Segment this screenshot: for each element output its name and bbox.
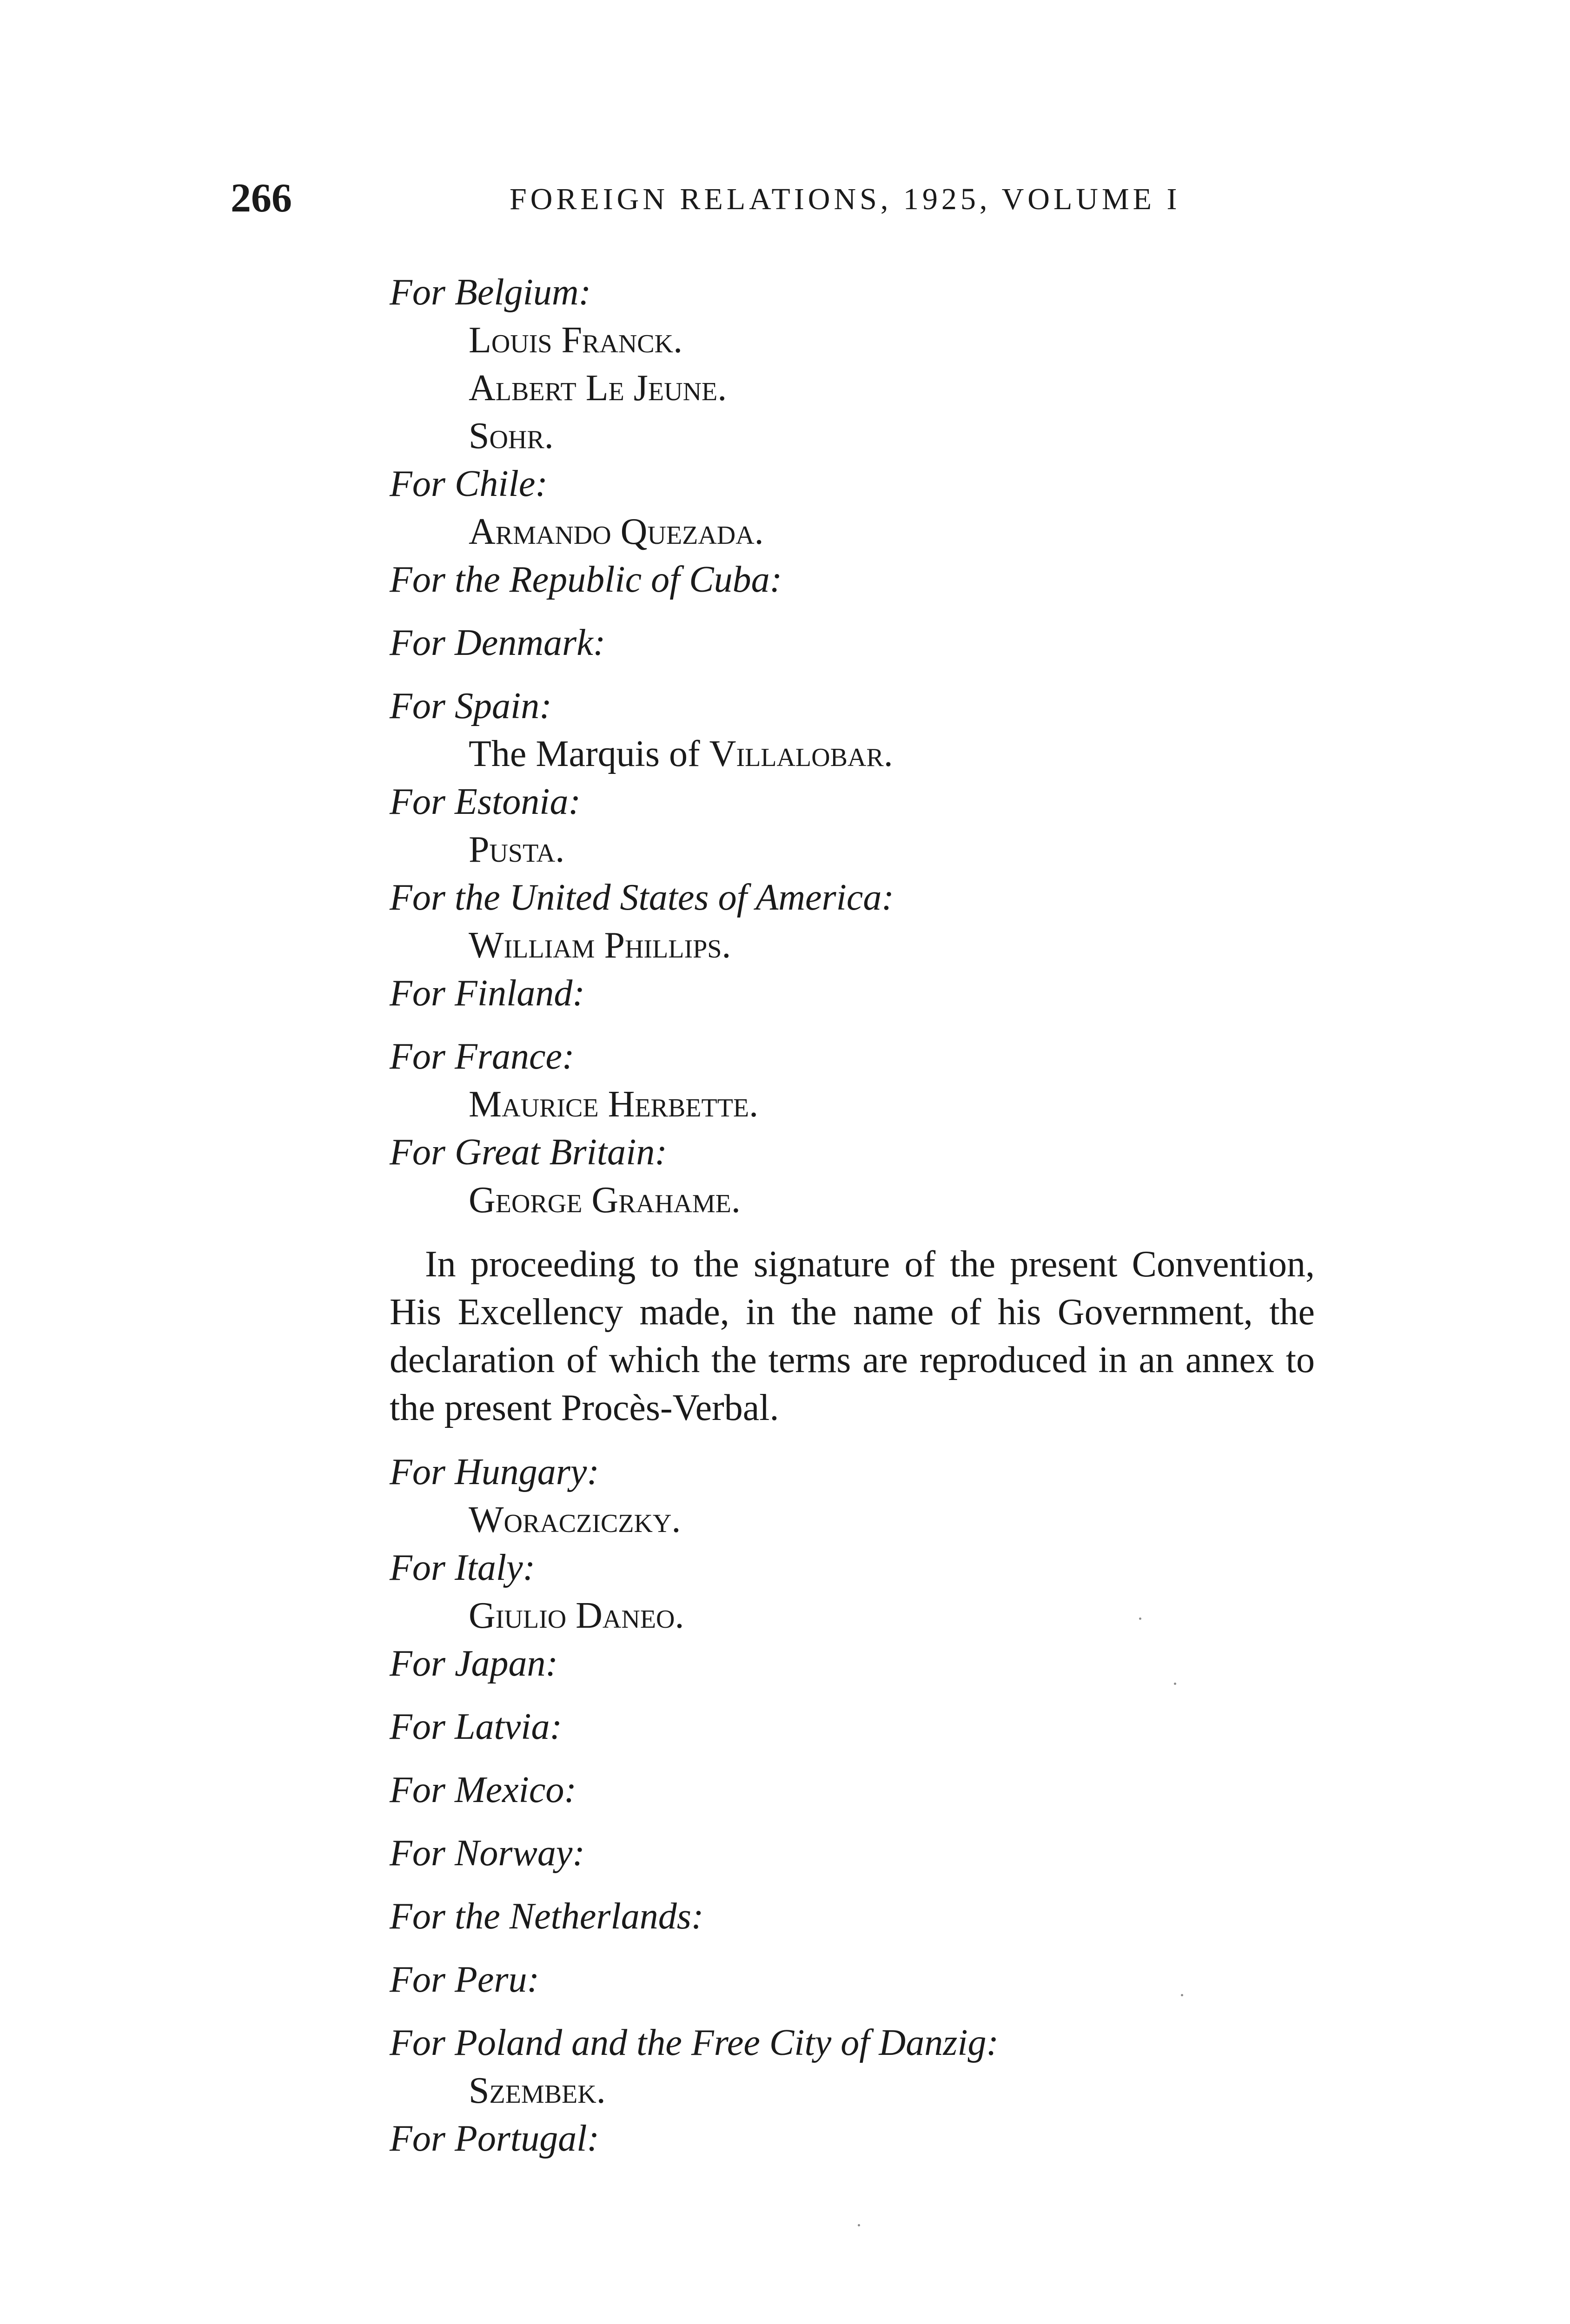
entry-belgium <box>390 269 1319 460</box>
signer-name <box>390 730 1319 778</box>
entry-italy <box>390 1544 1319 1640</box>
scan-speck <box>1181 1994 1183 1996</box>
country-label: For Italy: <box>390 1547 536 1588</box>
country-label: For Peru: <box>390 1959 540 2000</box>
spacer <box>390 667 1319 682</box>
signer-name: Maurice Herbette. <box>469 1084 759 1125</box>
signatories-list <box>390 269 1319 2163</box>
country-label: For France: <box>390 1036 575 1077</box>
spacer <box>390 1877 1319 1893</box>
signer-name: George Grahame. <box>469 1180 741 1221</box>
spacer <box>390 604 1319 619</box>
spacer <box>390 1017 1319 1033</box>
signer-name: Sohr. <box>469 416 554 456</box>
signer-name: Pusta. <box>469 829 565 870</box>
entry-mexico <box>390 1766 1319 1814</box>
spacer <box>390 1941 1319 1956</box>
entry-portugal <box>390 2115 1319 2163</box>
entry-denmark <box>390 619 1319 667</box>
spacer <box>390 2004 1319 2019</box>
signer-prefix: The Marquis of <box>469 733 709 774</box>
entry-united-states <box>390 874 1319 970</box>
signer-name: Armando Quezada. <box>469 511 764 552</box>
country-label: For the Netherlands: <box>390 1896 704 1937</box>
running-head <box>231 173 1216 224</box>
country-label: For Portugal: <box>390 2118 600 2159</box>
signer-name: Giulio Daneo. <box>469 1595 684 1636</box>
entry-cuba <box>390 556 1319 604</box>
country-label: For Belgium: <box>390 272 591 313</box>
entry-hungary <box>390 1448 1319 1544</box>
country-label: For Latvia: <box>390 1706 563 1747</box>
spacer <box>390 1688 1319 1703</box>
declaration-paragraph: In proceeding to the signature of the present Convention, His Excellency made, in the name of his Government, the declaration of which the terms are reproduced in an annex to the present Procès-Verbal. <box>390 1244 1315 1428</box>
country-label: For the United States of America: <box>390 877 894 918</box>
scan-speck <box>1139 1618 1141 1620</box>
entry-netherlands <box>390 1893 1319 1941</box>
running-title: FOREIGN RELATIONS, 1925, VOLUME I <box>510 182 1181 216</box>
country-label: For Denmark: <box>390 622 606 663</box>
entry-chile <box>390 460 1319 556</box>
country-label: For Chile: <box>390 463 548 504</box>
country-label: For Hungary: <box>390 1452 600 1492</box>
signer-name: Louis Franck. <box>469 320 683 361</box>
spacer <box>390 1751 1319 1766</box>
scan-speck <box>1174 1683 1176 1685</box>
signer-name: Woracziczky. <box>469 1499 681 1540</box>
signer-name: William Phillips. <box>469 925 731 966</box>
country-label: For Spain: <box>390 686 552 726</box>
scan-speck <box>858 2224 860 2226</box>
entry-peru <box>390 1956 1319 2004</box>
country-label: For Estonia: <box>390 781 581 822</box>
country-label: For Mexico: <box>390 1769 577 1810</box>
signer-name: Szembek. <box>469 2070 606 2111</box>
country-label: For Norway: <box>390 1833 585 1874</box>
signer-surname: Villalobar. <box>709 733 893 774</box>
signer-name: Albert Le Jeune. <box>469 368 727 409</box>
country-label: For Finland: <box>390 973 585 1014</box>
entry-japan <box>390 1640 1319 1688</box>
entry-france <box>390 1033 1319 1129</box>
country-label: For Great Britain: <box>390 1132 667 1173</box>
entry-spain <box>390 682 1319 778</box>
entry-great-britain <box>390 1129 1319 1224</box>
country-label: For Poland and the Free City of Danzig: <box>390 2022 999 2063</box>
entry-estonia <box>390 778 1319 874</box>
country-label: For the Republic of Cuba: <box>390 559 782 600</box>
entry-finland <box>390 970 1319 1017</box>
page-number: 266 <box>231 176 292 221</box>
entry-latvia <box>390 1703 1319 1751</box>
entry-norway <box>390 1829 1319 1877</box>
country-label: For Japan: <box>390 1643 558 1684</box>
entry-poland-danzig <box>390 2019 1319 2115</box>
spacer <box>390 1814 1319 1829</box>
